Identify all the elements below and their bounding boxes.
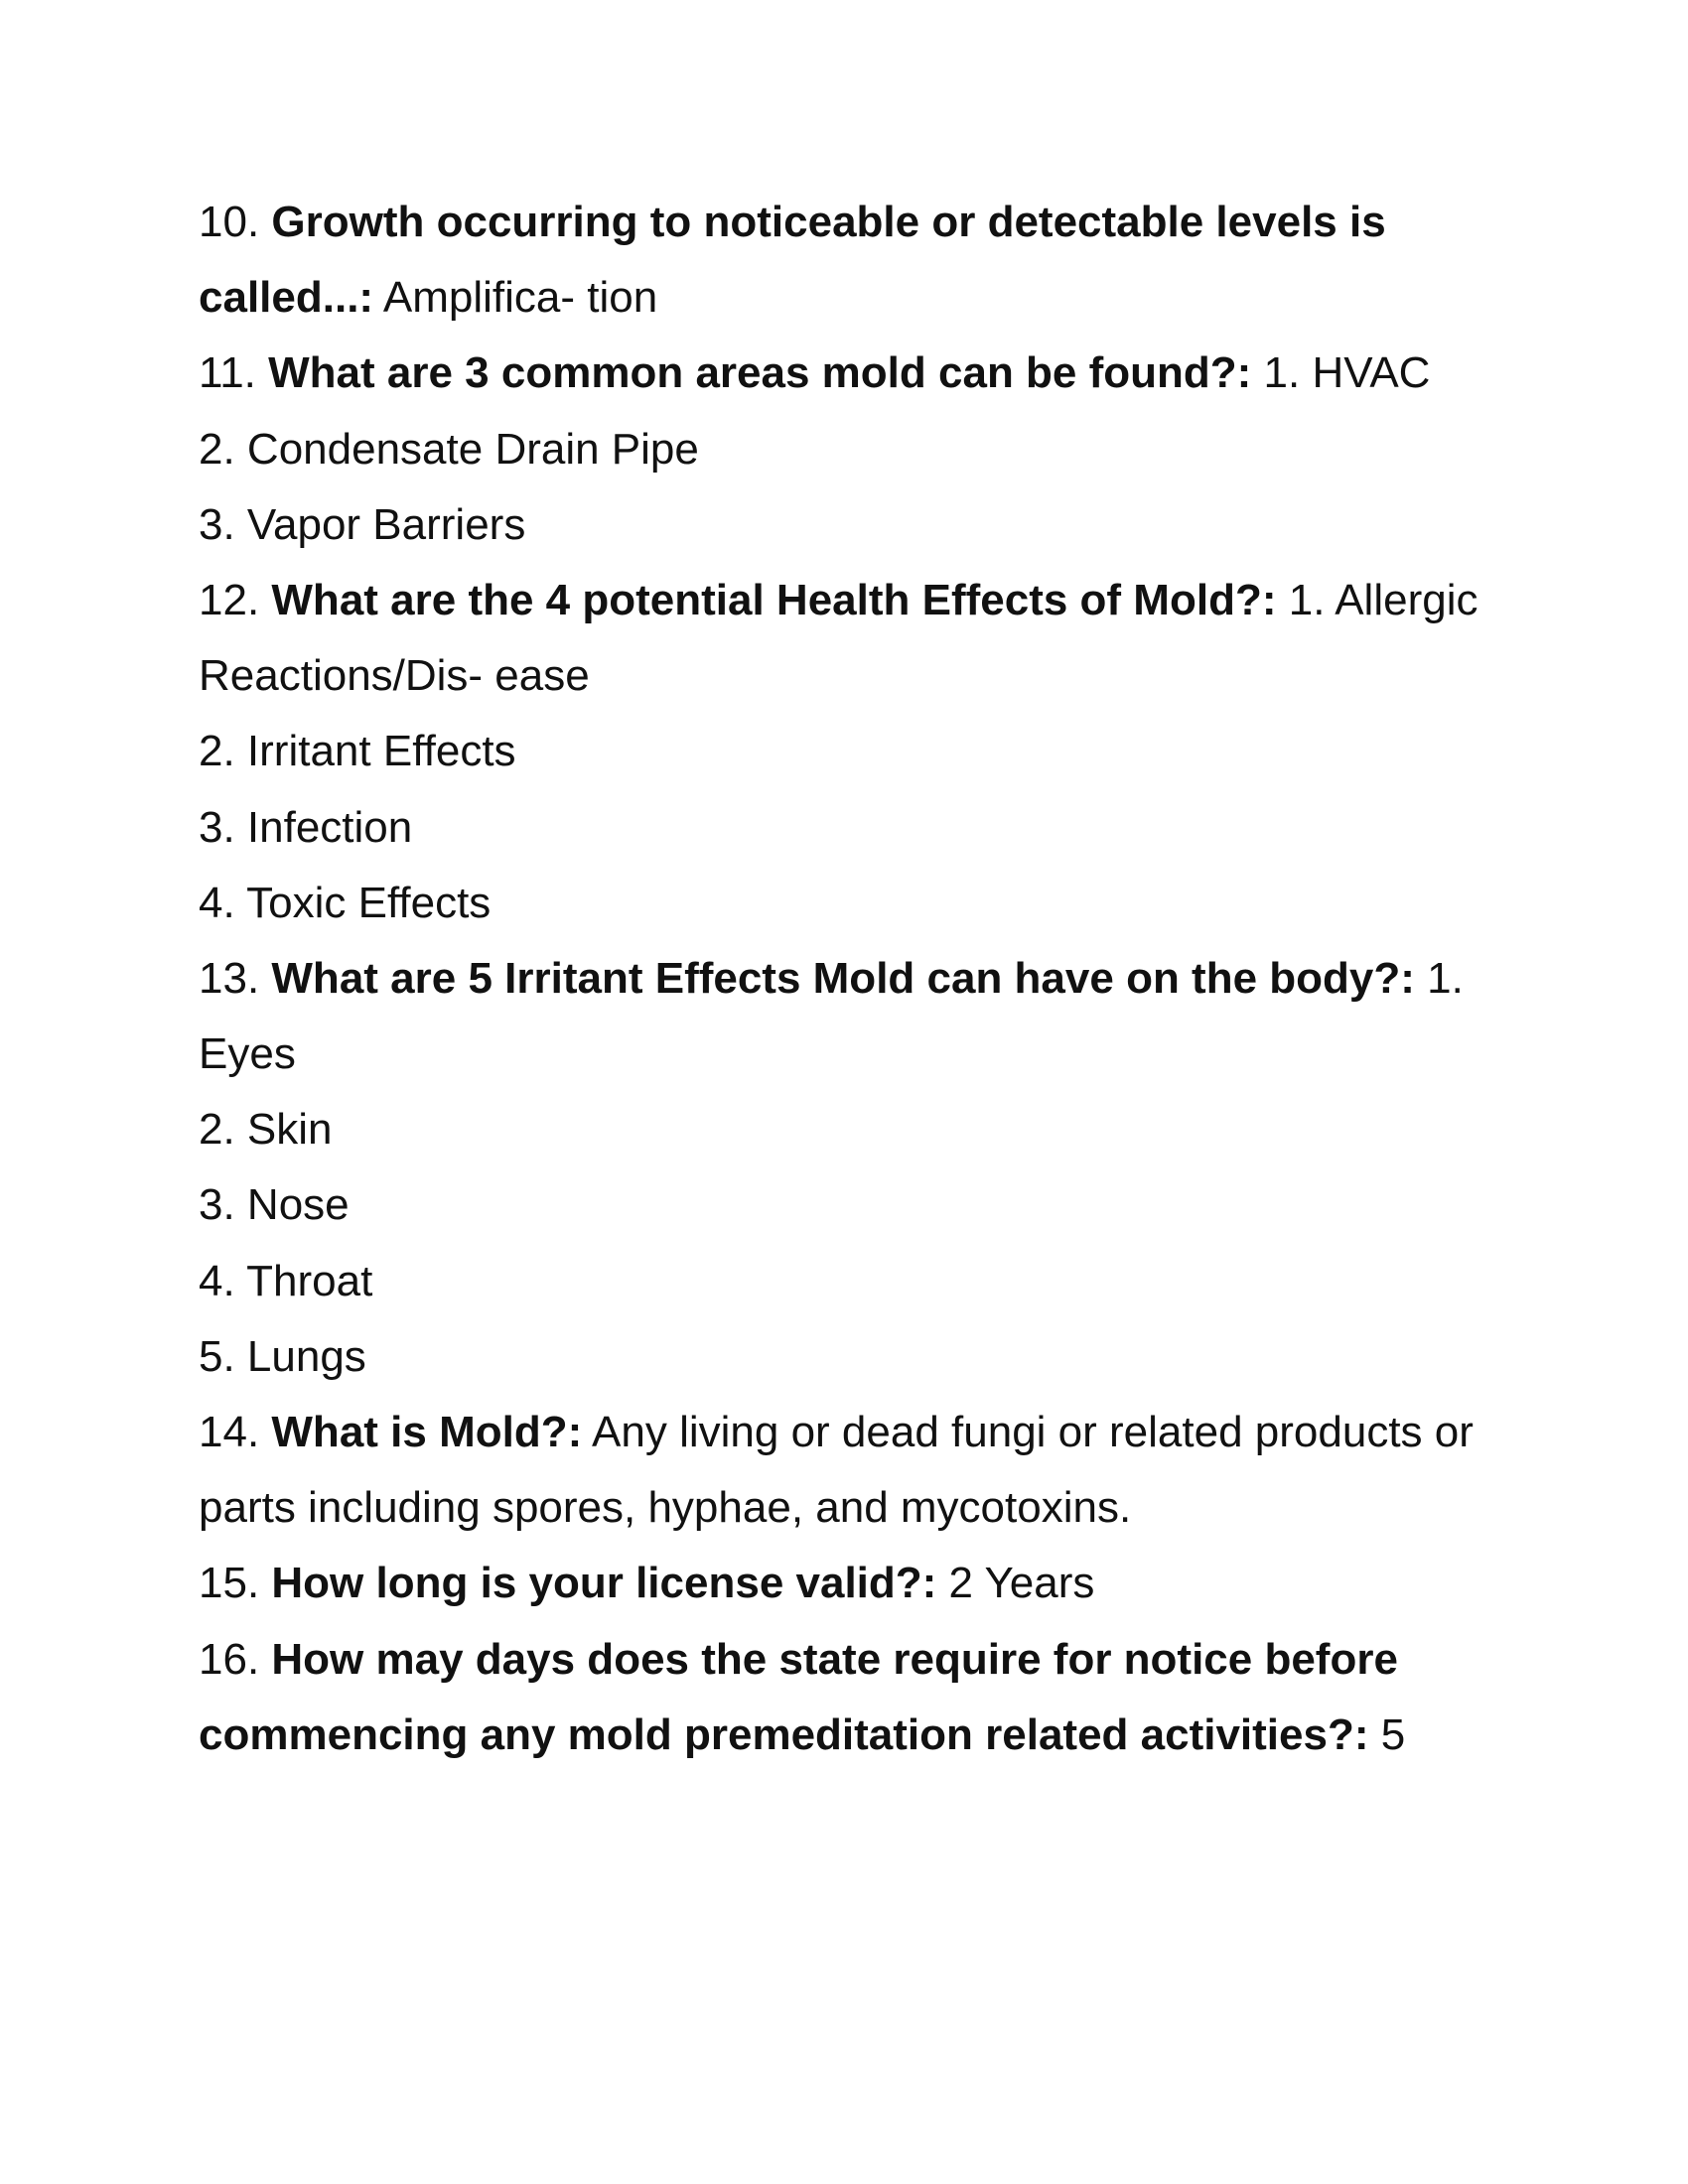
q14-answer-continued: parts including spores, hyphae, and mycotoxins.: [199, 1483, 1132, 1533]
q13-answer-item: 4. Throat: [199, 1256, 373, 1305]
q10-number: 10.: [199, 198, 260, 246]
q13-answer-item: 5. Lungs: [199, 1331, 366, 1381]
q12-answer-continued: Reactions/Dis- ease: [199, 651, 590, 701]
q10-question: Growth occurring to noticeable or detectable levels is: [271, 198, 1386, 246]
q11-answer-item: 3. Vapor Barriers: [199, 499, 526, 549]
q15-number: 15.: [199, 1559, 260, 1608]
q11-question: What are 3 common areas mold can be found?:: [268, 348, 1252, 398]
q12-number: 12.: [199, 575, 260, 624]
q15-question: How long is your license valid?:: [271, 1559, 937, 1608]
q13-answer-item: 3. Nose: [199, 1180, 350, 1230]
q15-answer: 2 Years: [948, 1559, 1095, 1608]
q12-question: What are the 4 potential Health Effects of Mold?:: [271, 575, 1277, 624]
q10-question-cont: called...:: [199, 273, 374, 323]
q13-answer-item: 2. Skin: [199, 1105, 333, 1155]
q13-answer-first: 1.: [1427, 953, 1464, 1003]
q12-line-1: [199, 563, 1549, 638]
q11-answer-item: 2. Condensate Drain Pipe: [199, 424, 699, 474]
q11-answer-first: 1. HVAC: [1263, 348, 1431, 398]
q12-answer-item: 3. Infection: [199, 802, 413, 852]
q16-number: 16.: [199, 1634, 260, 1684]
q13-answer-continued: Eyes: [199, 1029, 296, 1079]
q13-question: What are 5 Irritant Effects Mold can have on the body?:: [271, 953, 1415, 1003]
q16-question-cont: commencing any mold premeditation related activities?:: [199, 1709, 1369, 1759]
q10-line-2: [199, 260, 1549, 336]
q12-answer-item: 4. Toxic Effects: [199, 878, 492, 927]
q15-line-1: [199, 1546, 1549, 1621]
q13-line-1: [199, 941, 1549, 1017]
q14-number: 14.: [199, 1408, 260, 1456]
q11-line-1: [199, 336, 1549, 411]
q16-line-1: [199, 1622, 1549, 1698]
q12-answer-item: 2. Irritant Effects: [199, 727, 516, 776]
q16-question: How may days does the state require for notice before: [271, 1634, 1398, 1684]
q16-answer: 5: [1380, 1709, 1406, 1759]
q10-line-1: [199, 185, 1549, 260]
q10-answer: Amplifica- tion: [382, 273, 658, 323]
document-body: [199, 185, 1549, 1773]
q12-answer-first: 1. Allergic: [1288, 575, 1478, 624]
q14-answer: Any living or dead fungi or related products or: [592, 1408, 1474, 1456]
q16-line-2: [199, 1698, 1549, 1773]
q14-line-1: [199, 1395, 1549, 1470]
q14-question: What is Mold?:: [271, 1408, 583, 1456]
q13-number: 13.: [199, 953, 260, 1003]
q11-number: 11.: [199, 348, 256, 398]
